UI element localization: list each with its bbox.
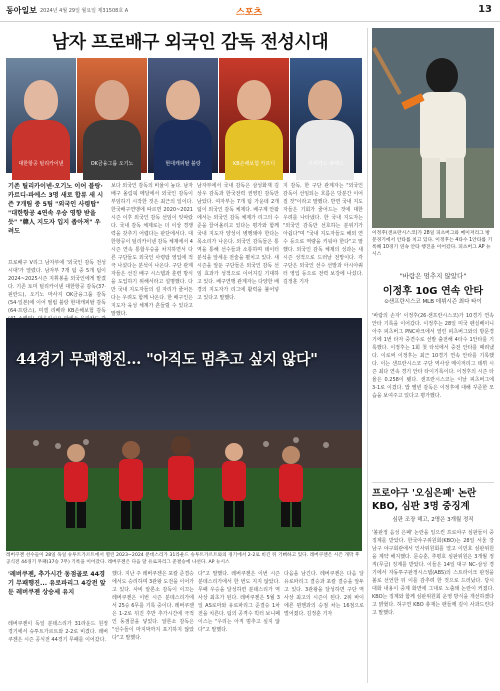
coach-photo <box>148 58 218 173</box>
bottom-story-column: 했다. 지난 주 레버쿠젠은 포칼 준결승에서도 승리하며 3관왕 도전을 이어가고 있다. 사비 알론소 감독이 이끄는 레버쿠젠은 이번 시즌 분데스리가에서 25승 6무를 기록 중이다. 레버쿠젠은 1-2로 뒤진 후반 추가시간에 극적인 동점골을 넣었다. 알론소 감독은 "선수들이 마지막까지 포기하지 않았다"고 말했다. <box>112 571 194 641</box>
bottom-story-column: 레버쿠젠이 독일 분데스리가 31라운드 원정 경기에서 슈투트가르트와 2-2로 비겼다. 레버쿠젠은 시즌 공식전 44경기 무패를 이어갔다. <box>8 621 108 643</box>
baseball-subhead: ⊙샌프란시스코 MLB 데뷔시즌 최다 타이 <box>384 299 482 305</box>
coach-caption: 현대캐피탈 블랑 <box>165 161 201 167</box>
coach-caption: KB손해보험 카르디 <box>232 161 276 167</box>
kbo-subhead: 심판 조장 해고, 2명은 3개월 정직 <box>392 517 474 523</box>
story-column: 지 감독, 한 구단 관계자는 "외국인 감독이 선임되는 흐름은 당분간 이어질 것"이라고 말했다. 반면 국내 지도자들은 기회가 줄어드는 것에 대한 우려를 나타냈다. 한 국내 지도자는 "외국인 감독만 선호하는 분위기가 아쉽다"며 "국내 지도자들도 해외 연수 등으로 역량을 키워야 한다"고 말했다. 외국인 감독 체제의 성과는 새 시즌 성적으로 드러날 전망이다. 각 구단은 외국인 선수 선발과 아시아쿼터 영입 등으로 전력 보강에 나섰다. 김정훈 기자 <box>283 183 363 285</box>
main-headline: 남자 프로배구 외국인 감독 전성시대 <box>51 32 329 53</box>
newspaper-logo: 동아일보 <box>6 5 37 15</box>
column-divider <box>367 28 368 683</box>
story-column: 보다 외국인 감독의 비율이 높다. 남자배구 올림픽 메달에서 외국인 감독이 부임하기 시작한 것은 최근의 일이다. 한국배구연맹에 따르면 2020~2021시즌 이후 외국인 감독 선임이 잇따랐다. 국내 감독 체제로는 더 이상 경쟁력을 갖추기 어렵다는 판단에서다. 대한항공이 틸리카이넨 감독 체제에서 4시즌 연속 통합우승을 차지하면서 다른 구단들도 외국인 사령탑 영입에 적극 나섰다는 분석이 나온다. 구단 관계자들은 선진 배구 시스템과 훈련 방식을 도입하기 위해서라고 설명했다. 다만 국내 지도자들의 설 자리가 줄어든다는 우려도 함께 나온다. 한 배구인은 지도자 육성 체계가 흔들릴 수 있다고 말했다. <box>111 183 193 317</box>
match-caption: 레버쿠젠 선수들이 28일 독일 슈투트가르트에서 열린 2023~2024 분데스리가 31라운드 슈투트가르트와의 경기에서 2-2로 비긴 뒤 기뻐하고 있다. 레버쿠젠은 시즌 개막 후 공식전 44경기 무패(37승 7무) 기록을 이어갔다. 레버쿠젠은 다음 달 유로파리그 준결승에 나선다. AP 뉴시스 <box>6 553 360 565</box>
coach-photo <box>290 58 362 173</box>
page-number: 13 <box>478 4 492 15</box>
story-column: 남자부에서 국내 감독은 삼성화재 김상우 감독과 한국전력 권영민 감독만 남았다. 여자부는 7개 팀 가운데 2개 팀이 외국인 감독 체제다. 배구계 안팎에서는 외국인 감독 체제가 리그의 수준을 끌어올리고 있다는 평가와 함께 국내 지도자 양성이 병행돼야 한다는 목소리가 나온다. 외국인 감독들은 통역을 통해 선수들과 소통하며 데이터 분석을 앞세운 전술을 펼치고 있다. 새 시즌을 앞둔 구단들은 외국인 감독 선임 효과가 성적으로 이어지길 기대하고 있다. 배구연맹 관계자는 다양한 배경의 지도자가 리그에 활력을 불어넣고 있다고 말했다. <box>197 183 279 301</box>
coach-photo <box>6 58 76 173</box>
baseball-batter-image <box>372 28 494 228</box>
baseball-story: '바람의 손자' 이정후(26·샌프란시스코)가 10경기 연속 안타 기록을 이어갔다. 이정후는 28일 미국 펜실베이니아주 피츠버그 PNC파크에서 열린 피츠버그와의 방문경기에 1번 타자 중견수로 선발 출전해 4타수 1안타를 기록했다. 이정후는 1회 첫 타석에서 중전 안타를 때려냈다. 이로써 이정후는 최근 10경기 연속 안타를 기록했다. 이는 샌프란시스코 구단 역사상 메이저리그 데뷔 시즌 최다 연속 경기 안타 타이기록이다. 이정후의 시즌 타율은 0.258이 됐다. 샌프란시스코는 이날 피츠버그에 3-1로 이겼다. 밥 멜빈 감독은 이정후에 대해 꾸준한 모습을 보여주고 있다고 평가했다. <box>372 313 494 399</box>
match-headline: 44경기 무패행진… "아직도 멈추고 싶지 않다" <box>16 350 318 368</box>
section-title: 스포츠 <box>236 8 263 18</box>
story-column: 프로배구 V리그 남자부에 '외국인 감독 전성시대'가 열렸다. 남자부 7개 팀 중 5개 팀이 2024~2025시즌 지휘봉을 외국인에게 맡겼다. 기존 토미 틸리카이넨 대한항공 감독(37·핀란드), 오기노 마사지 OK금융그룹 감독(54·일본)에 이어 필립 블랑 현대캐피탈 감독(64·프랑스), 미겔 리베라 KB손해보험 감독 <box>8 260 106 314</box>
page-header <box>0 0 500 22</box>
coach-caption: 우리카드 파에스 <box>308 161 344 167</box>
kbo-story: '볼판정 음성 은폐' 논란을 일으킨 프로야구 심판들이 중징계를 받았다. 한국야구위원회(KBO)는 28일 서울 강남구 야구회관에서 인사위원회를 열고 이민호 심판위원을 계약 해지했다. 문승훈, 추평호 심판위원은 3개월 정직(무급) 징계를 받았다. 이들은 14일 대구 NC-삼성 경기에서 자동투구판정시스템(ABS)의 스트라이크 판정을 볼로 선언한 뒤 이를 감추려 한 것으로 드러났다. 당시 대화 내용이 중계 화면에 그대로 노출돼 논란이 커졌다. KBO는 징계와 함께 심판위원회 운영 방식을 개선하겠다고 밝혔다. 허구연 KBO 총재는 팬들께 깊이 사과드린다고 말했다. <box>372 530 494 616</box>
baseball-deck: "바람은 멈추지 않았다" <box>399 272 467 280</box>
baseball-photo <box>372 28 494 228</box>
bottom-story-lead: '레버쿠젠, 추가시간 동점골로 44경기 무패행진... 유로파리그 4강전 앞둔 레버쿠젠 상승세 유지 <box>8 571 106 596</box>
dateline: 2024년 4월 29일 월요일 제31508호 A <box>40 8 129 14</box>
coach-photo-strip <box>6 58 362 173</box>
baseball-caption: 이정후(샌프란시스코)가 28일 피츠버그와 메이저리그 방문경기에서 안타를 치고 있다. 이정후는 4타수 1안타를 기록해 10경기 연속 안타 행진을 이어갔다. 피츠버그 AP 뉴시스 <box>372 231 493 257</box>
coach-photo <box>77 58 147 173</box>
coach-caption: 대한항공 틸리카이넨 <box>18 161 64 167</box>
baseball-headline: 이정후 10G 연속 안타 <box>382 286 484 297</box>
kbo-headline: 프로야구 '오심은폐' 논란 KBO, 심판 3명 중징계 <box>372 488 477 512</box>
coach-photo <box>219 58 289 173</box>
bottom-story-column: 다음을 남긴다. 레버쿠젠은 다음 달 유로파리그 결승과 포칼 결승을 앞두고 있다. 3관왕을 달성하면 구단 역사상 최고의 시즌이 된다. 2위 바이에른 뮌헨과의 승점 차는 16점으로 벌어졌다. 김정훈 기자 <box>284 571 364 617</box>
match-photo <box>6 318 362 551</box>
bottom-story-column: 다"고 말했다. 레버쿠젠은 이번 시즌 분데스리가에서 한 번도 지지 않았다. 무패 우승을 달성하면 분데스리가 역사상 최초가 된다. 레버쿠젠은 5월 3일 AS로마와 유로파리그 준결승 1차전을 치른다. 팀의 공격수 빅터 보니페이스는 "우리는 아직 멈추고 싶지 않다"고 말했다. <box>198 571 280 633</box>
story-lead: 기존 틸리카이넨·오기노 이어 블랑·카르디·파에스 3명 새로 합류 새 시즌 7개팀 중 5팀 "외국인 사령탑" "대한항공 4연속 우승 영향 받을 듯" "韓人 지도자 입지 좁아져" 우려도 <box>8 183 104 235</box>
section-divider <box>372 482 494 483</box>
coach-caption: OK금융그룹 오기노 <box>90 161 134 167</box>
